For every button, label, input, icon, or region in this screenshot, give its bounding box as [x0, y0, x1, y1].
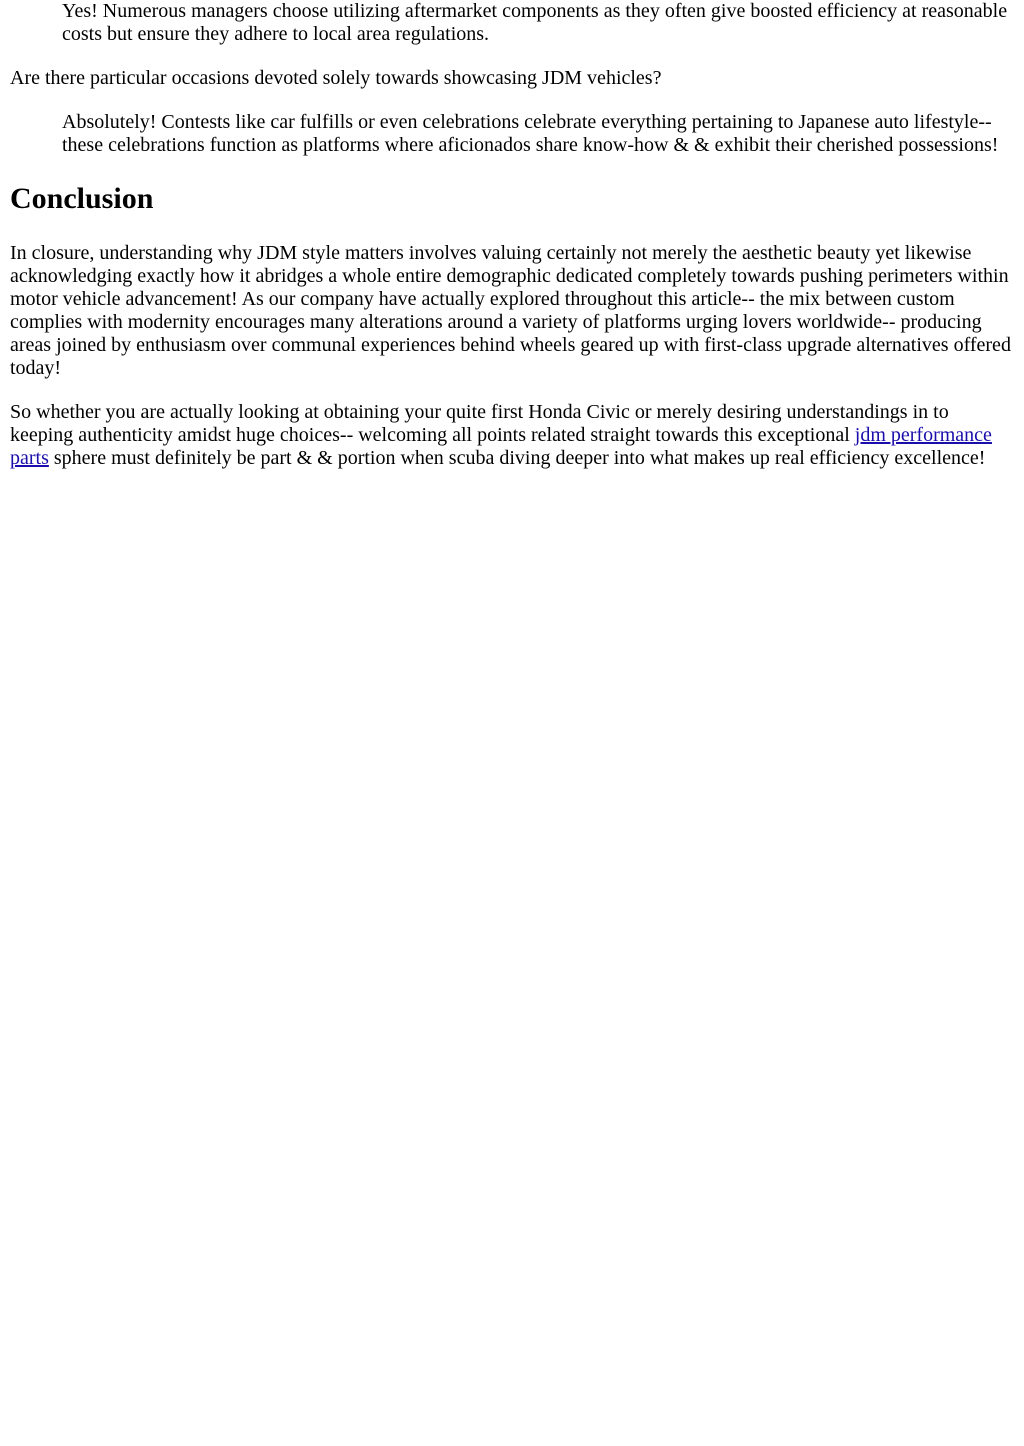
faq-question-jdm-events: Are there particular occasions devoted solely towards showcasing JDM vehicles? — [10, 67, 662, 89]
paragraph-2-text-after-link: sphere must definitely be part & & portion when scuba diving deeper into what makes up real efficiency excellence! — [48, 447, 986, 469]
conclusion-paragraph-1: In closure, understanding why JDM style matters involves valuing certainly not merely the aesthetic beauty yet likewise acknowledging exactly how it abridges a whole entire demographic dedicated completely towards pushing perimeters within motor vehicle advancement! As our company have actually explored throughout this article-- the mix between custom complies with modernity encourages many alterations around a variety of platforms urging lovers worldwide-- producing areas joined by enthusiasm over communal experiences behind wheels geared up with first-class upgrade alternatives offered today! — [10, 242, 1011, 379]
faq-answer-aftermarket: Yes! Numerous managers choose utilizing aftermarket components as they often give boosted efficiency at reasonable costs but ensure they adhere to local area regulations. — [62, 0, 1008, 45]
conclusion-paragraph-2 — [10, 401, 1014, 470]
conclusion-heading: Conclusion — [10, 182, 154, 215]
jdm-performance-parts-link[interactable]: jdm performance parts — [10, 424, 992, 469]
faq-answer-jdm-events: Absolutely! Contests like car fulfills or even celebrations celebrate everything pertaining to Japanese auto lifestyle-- these celebrations function as platforms where aficionados share know-how & & exhibit their cherished possessions! — [62, 111, 999, 156]
document-page — [0, 0, 1024, 470]
paragraph-2-text-before-link: So whether you are actually looking at obtaining your quite first Honda Civic or merely desiring understandings in to keeping authenticity amidst huge choices-- welcoming all points related straight towards this exceptional — [10, 401, 949, 446]
